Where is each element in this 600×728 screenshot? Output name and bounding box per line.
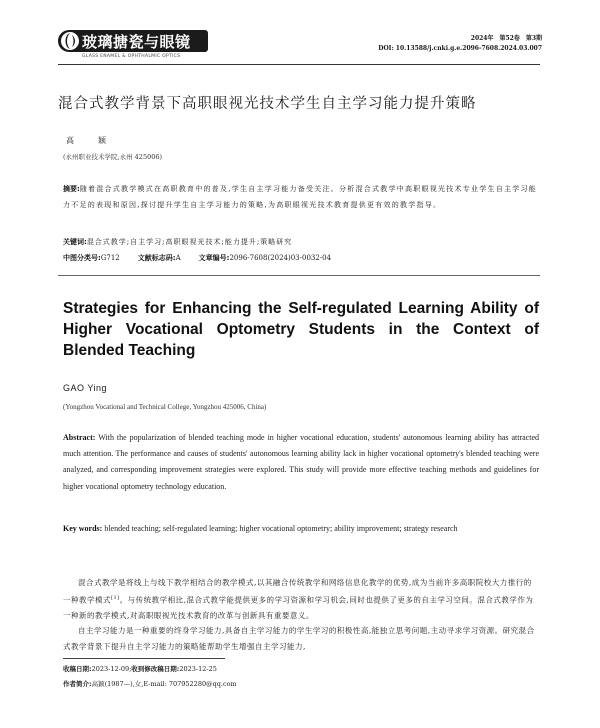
body-paragraph-1-text: 混合式教学是将线上与线下教学相结合的教学模式,以其融合传统教学和网络信息化教学的优势,成为当前许多高职院校大力推行的一种教学模式 xyxy=(63,578,532,604)
author-info-label: 作者简介: xyxy=(63,680,92,688)
cn-author: 高 颖 xyxy=(66,136,114,145)
body-paragraph-1-rest: 。与传统教学相比,混合式教学能提供更多的学习资源和学习机会,同时也提供了更多的自主学习空间。混合式教学作为一种新的教学模式,对高职眼视光技术教育的改革与创新具有重要意义。 xyxy=(63,595,534,620)
en-keywords-label: Key words: xyxy=(63,524,103,533)
en-affiliation: (Yongzhou Vocational and Technical College, Yongzhou 425006, China) xyxy=(63,403,267,411)
revised-label: 收到修改稿日期: xyxy=(131,665,180,673)
header-divider xyxy=(58,64,540,65)
footnote-divider xyxy=(63,658,225,659)
cn-keywords xyxy=(63,237,292,247)
footnote-author xyxy=(63,679,237,688)
clc-label: 中图分类号: xyxy=(63,254,101,262)
doc-code-label: 文献标志码: xyxy=(137,254,176,262)
journal-name-en: GLASS ENAMEL & OPHTHALMIC OPTICS xyxy=(82,54,181,59)
cn-abstract-text: 随着混合式教学模式在高职教育中的普及,学生自主学习能力备受关注。分析混合式教学中高职眼视光技术专业学生自主学习能力不足的表现和原因,探讨提升学生自主学习能力的策略,为高职眼视光技术教育提供更有效的教学指导。 xyxy=(63,185,538,209)
doc-code-value: A xyxy=(175,254,181,262)
revised-date: 2023-12-25 xyxy=(179,665,217,673)
journal-logo xyxy=(58,30,228,60)
en-abstract-label: Abstract: xyxy=(63,433,96,442)
received-date: 2023-12-09; xyxy=(91,665,132,673)
article-no-value: 2096-7608(2024)03-0032-04 xyxy=(229,254,332,262)
journal-name-cn: 玻璃搪瓷与眼镜 xyxy=(82,33,191,51)
en-title-line-2: Higher Vocational Optometry Students in the Context of xyxy=(63,321,539,338)
citation-ref[interactable]: [1] xyxy=(111,594,120,601)
body-paragraph-1 xyxy=(63,575,539,623)
en-title xyxy=(63,298,539,361)
clc-value: G712 xyxy=(100,254,120,262)
author-info: 高颖(1987—),女,E-mail: 707952280@qq.com xyxy=(91,680,237,688)
logo-swirl-icon xyxy=(60,31,80,51)
cn-abstract xyxy=(63,181,541,213)
cn-title: 混合式教学背景下高职眼视光技术学生自主学习能力提升策略 xyxy=(58,96,477,112)
en-title-line-3: Blended Teaching xyxy=(63,342,196,359)
body-paragraph-2: 自主学习能力是一种重要的终身学习能力,具备自主学习能力的学生学习的积极性高,能独立思考问题,主动寻求学习资源。研究混合式教学背景下提升自主学习能力的策略能帮助学生增强自主学习能力, xyxy=(63,626,535,651)
cn-keywords-label: 关键词: xyxy=(63,238,87,246)
en-abstract-text: With the popularization of blended teaching mode in higher vocational education, students' autonomous learning ability has attracted much attention. The performance and causes of students' autonomous learning ability lack in higher vocational optometry's blended teaching were analyzed, and corresponding improvement strategies were explored. This study will provide more effective teaching methods and guidelines for higher vocational optometry technology education. xyxy=(63,433,539,491)
article-no-label: 文章编号: xyxy=(198,254,230,262)
cn-keywords-text: 混合式教学;自主学习;高职眼视光技术;能力提升;策略研究 xyxy=(86,238,293,246)
cn-classification xyxy=(63,253,331,263)
issue-info xyxy=(378,34,542,54)
issue-line: 2024年 第52卷 第3期 xyxy=(470,35,542,42)
doi-line: DOI: 10.13588/j.cnki.g.e.2096-7608.2024.03.007 xyxy=(378,45,542,52)
en-title-line-1: Strategies for Enhancing the Self-regulated Learning Ability of xyxy=(63,300,539,317)
body-text xyxy=(63,575,539,654)
cn-abstract-label: 摘要: xyxy=(63,185,80,193)
cn-affiliation: (永州职业技术学院,永州 425006) xyxy=(63,153,163,161)
en-keywords xyxy=(63,521,539,537)
logo-badge xyxy=(58,30,208,52)
en-author: GAO Ying xyxy=(63,383,108,393)
received-label: 收稿日期: xyxy=(63,665,92,673)
section-divider xyxy=(58,275,540,276)
footnote-dates xyxy=(63,664,217,673)
en-abstract xyxy=(63,430,539,495)
en-keywords-text: blended teaching; self-regulated learning; higher vocational optometry; ability improvement; strategy research xyxy=(104,524,458,533)
